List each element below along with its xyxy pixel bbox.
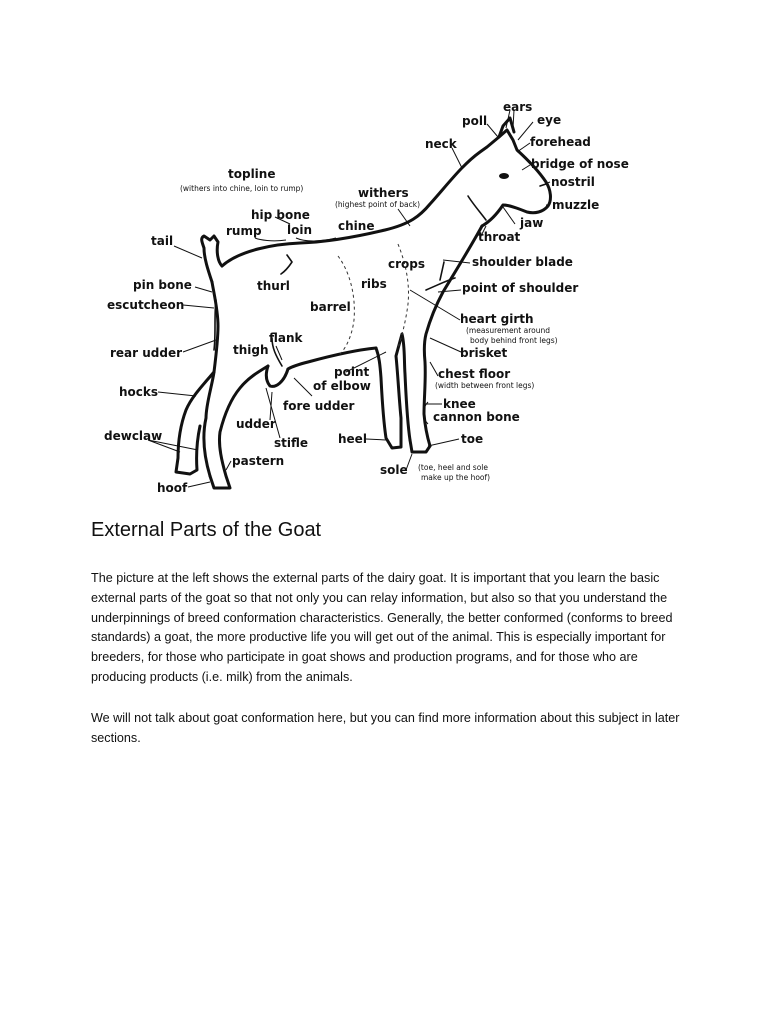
label-jaw: jaw [520,216,544,230]
label-eye: eye [537,113,562,127]
label-chine: chine [338,219,375,233]
label-heart-girth-note-1: (measurement around [466,326,551,335]
label-chest-floor: chest floor [438,367,511,381]
label-brisket: brisket [460,346,508,360]
label-sole-note-2: make up the hoof) [421,473,491,482]
label-heart-girth: heart girth [460,312,534,326]
label-nostril: nostril [551,175,595,189]
label-shoulder-blade: shoulder blade [472,255,573,269]
label-throat: throat [478,230,521,244]
label-stifle: stifle [274,436,309,450]
label-muzzle: muzzle [552,198,600,212]
label-escutcheon: escutcheon [107,298,185,312]
goat-anatomy-diagram [0,0,768,500]
label-knee: knee [443,397,476,411]
label-withers-note: (highest point of back) [335,200,420,209]
label-rump: rump [226,224,262,238]
label-point-of-shoulder: point of shoulder [462,281,579,295]
label-forehead: forehead [530,135,591,149]
diagram-labels [104,100,629,495]
label-hip-bone: hip bone [251,208,310,222]
label-crops: crops [388,257,426,271]
label-poll: poll [462,114,488,128]
label-loin: loin [287,223,313,237]
section-heading: External Parts of the Goat [91,519,322,541]
label-thurl: thurl [257,279,290,293]
label-withers: withers [358,186,409,200]
label-topline: topline [228,167,276,181]
label-toe: toe [461,432,484,446]
label-pastern: pastern [232,454,285,468]
label-tail: tail [151,234,174,248]
label-heel: heel [338,432,367,446]
label-neck: neck [425,137,457,151]
label-bridge-of-nose: bridge of nose [531,157,629,171]
label-thigh: thigh [233,343,269,357]
label-topline-note: (withers into chine, loin to rump) [180,184,304,193]
label-point-of-elbow-1: point [334,365,370,379]
label-ears: ears [503,100,533,114]
label-hoof: hoof [157,481,188,495]
label-leader-lines [148,110,550,487]
label-sole-note-1: (toe, heel and sole [418,463,488,472]
label-chest-floor-note: (width between front legs) [435,381,535,390]
label-heart-girth-note-2: body behind front legs) [470,336,558,345]
label-dewclaw: dewclaw [104,429,163,443]
body-paragraph-1: The picture at the left shows the external parts of the dairy goat. It is important that you learn the basic external parts of the goat so that not only you can relay information, but also so that you understand the underpinnings of breed conformation characteristics. Generally, the better conformed (conforms to breed standards) a goat, the more productive life you will get out of the animal. This is especially important for breeders, for those who participate in goat shows and production programs, and for those who are producing products (i.e. milk) from the animals. [91,571,673,684]
label-pin-bone: pin bone [133,278,192,292]
label-cannon-bone: cannon bone [433,410,520,424]
label-fore-udder: fore udder [283,399,355,413]
label-udder: udder [236,417,276,431]
body-paragraph-2: We will not talk about goat conformation here, but you can find more information about this subject in later sections. [91,711,680,745]
label-rear-udder: rear udder [110,346,183,360]
label-sole: sole [380,463,408,477]
label-flank: flank [269,331,303,345]
label-hocks: hocks [119,385,159,399]
label-point-of-elbow-2: of elbow [313,379,371,393]
label-barrel: barrel [310,300,351,314]
label-ribs: ribs [361,277,387,291]
